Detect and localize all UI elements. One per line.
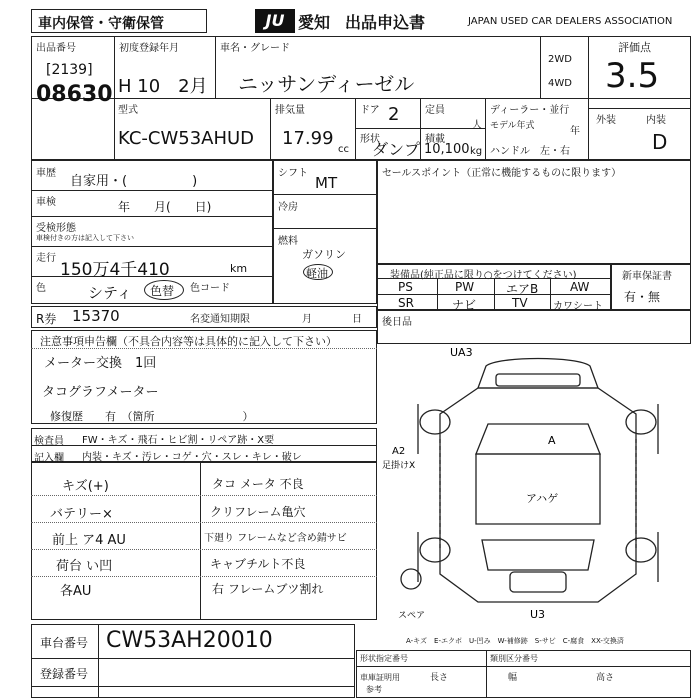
- displacement-label: 排気量: [275, 105, 305, 116]
- load-value: 10,100: [424, 142, 470, 157]
- storage-tag-box: [31, 9, 207, 33]
- color-value: シティ: [88, 284, 132, 302]
- doors-label: ドア: [360, 105, 380, 116]
- lot-number: 08630: [36, 82, 113, 107]
- ju-logo: [255, 9, 295, 33]
- damage-left-2: バテリー×: [50, 507, 113, 522]
- model-name: ニッサンディーゼル: [238, 72, 415, 96]
- diagram-note-peel: アハゲ: [526, 492, 559, 505]
- entry-label: 記入欄: [34, 453, 64, 464]
- drive-2wd: 2WD: [548, 54, 572, 65]
- damage-left-1: キズ(+): [62, 479, 109, 494]
- history-label: 車歴: [36, 168, 56, 179]
- damage-left-5: 各AU: [60, 584, 92, 599]
- model-year-label: モデル年式: [490, 121, 535, 131]
- class-label: 類別区分番号: [490, 654, 538, 663]
- color-label: 色: [36, 283, 46, 294]
- form-title: 出品申込書: [345, 13, 426, 32]
- assoc-en: JAPAN USED CAR DEALERS ASSOCIATION: [468, 16, 673, 27]
- exterior-label: 外装: [596, 115, 616, 126]
- equip-pw: PW: [455, 280, 475, 294]
- equip-aw: AW: [570, 280, 590, 294]
- inspector-label: 検査員: [34, 436, 64, 447]
- shape-value: ダンプ: [372, 140, 421, 159]
- model-grade-label: 車名・グレード: [220, 43, 290, 54]
- diagram-note-u3: U3: [530, 608, 546, 621]
- diagram-note-a: A: [548, 434, 556, 447]
- name-change-day: 日: [352, 314, 362, 325]
- rating-label: 評価点: [618, 41, 651, 54]
- history-value: 自家用・( ): [70, 174, 198, 189]
- height-label: 高さ: [596, 673, 615, 683]
- damage-legend: A-キズ E-エクボ U-凹み W-補修跡 S-サビ C-腐食 XX-交換済: [406, 637, 624, 645]
- inspection-label: 車検: [36, 197, 56, 208]
- notes-header: 注意事項申告欄（不具合内容等は具体的に記入して下さい）: [40, 335, 337, 348]
- storage-tag: 車内保管・守衛保管: [38, 16, 164, 32]
- first-reg-value: H 10 2月: [118, 76, 208, 97]
- logo-text: JU: [265, 11, 285, 30]
- fuel-value: ガソリン: [302, 248, 346, 261]
- diagram-note-spare: スペア: [398, 611, 426, 621]
- person-unit: 人: [472, 120, 482, 131]
- equipment-label: 装備品(純正品に限り○をつけてください): [390, 270, 577, 281]
- chassis-label: 車台番号: [40, 636, 89, 650]
- repair-history: 修復歴 有 （箇所 ）: [50, 410, 254, 423]
- lot-no-label: 出品番号: [36, 43, 76, 54]
- first-reg-label: 初度登録年月: [119, 43, 179, 54]
- equip-navi: ナビ: [452, 298, 477, 312]
- load-label: 積載: [425, 134, 445, 145]
- vehicle-diagram: [378, 344, 690, 624]
- note-line-1: メーター交換 1回: [44, 356, 157, 371]
- equip-sr: SR: [398, 296, 414, 310]
- damage-left-4: 荷台 い凹: [56, 559, 113, 574]
- damage-right-3: 下廻り フレームなど含め錆サビ: [204, 533, 347, 544]
- name-change-month: 月: [302, 314, 312, 325]
- mileage-label: 走行: [36, 253, 56, 264]
- equip-leather: カワシート: [553, 301, 603, 312]
- sales-point-label: セールスポイント（正常に機能するものに限ります）: [382, 168, 622, 179]
- km-unit: km: [230, 262, 248, 275]
- kg-unit: kg: [470, 146, 483, 157]
- cc-unit: cc: [338, 144, 349, 155]
- ref-label: 参考: [366, 685, 382, 694]
- check-row-1: FW・キズ・飛石・ヒビ割・リペア跡・X要: [82, 435, 275, 446]
- inspection-value: 年 月( 日): [118, 200, 212, 214]
- equip-ps: PS: [398, 280, 413, 294]
- reception-note: 車検付きの方は記入して下さい: [36, 234, 134, 242]
- lot-prefix: [2139]: [46, 62, 93, 78]
- drive-4wd: 4WD: [548, 78, 572, 89]
- cert-label: 車庫証明用: [360, 673, 400, 682]
- aircon-label: 冷房: [278, 202, 298, 213]
- damage-left-3: 前上 ア4 AU: [52, 533, 126, 548]
- mileage-value: 150万4千410: [60, 260, 170, 280]
- shift-value: MT: [315, 174, 338, 192]
- later-install-block: [377, 310, 691, 344]
- equip-tv: TV: [512, 296, 528, 310]
- shape-label: 形状: [360, 134, 380, 145]
- type-label: 型式: [118, 105, 138, 116]
- diagram-note-a2: A2: [392, 446, 406, 457]
- damage-right-2: クリフレーム亀穴: [210, 505, 306, 519]
- org-name: 愛知: [298, 13, 331, 32]
- damage-right-5: 右 フレームブツ割れ: [212, 582, 324, 596]
- name-change-label: 名変通知期限: [190, 314, 250, 325]
- shift-label: シフト: [278, 168, 308, 179]
- check-row-2: 内装・キズ・汚レ・コゲ・穴・スレ・キレ・破レ: [82, 452, 302, 463]
- recycle-value: 15370: [72, 307, 120, 325]
- reg-label: 登録番号: [40, 667, 89, 681]
- damage-right-1: タコ メータ 不良: [212, 477, 304, 491]
- recycle-label: R券: [36, 312, 57, 326]
- type-value: KC-CW53AHUD: [118, 128, 255, 149]
- damage-right-4: キャブチルト不良: [210, 557, 306, 571]
- displacement-value: 17.99: [282, 128, 334, 149]
- reception-label: 受検形態: [36, 223, 76, 234]
- width-label: 幅: [508, 673, 518, 683]
- chassis-value: CW53AH20010: [106, 628, 273, 653]
- diagram-note-step: 足掛けX: [382, 461, 416, 471]
- year-suffix: 年: [570, 126, 580, 137]
- interior-label: 内装: [646, 115, 666, 126]
- color-ring-text: 色替: [150, 284, 175, 298]
- dealer-label: ディーラー・並行: [490, 105, 570, 116]
- doors-value: 2: [388, 104, 400, 125]
- rating-value: 3.5: [605, 56, 660, 96]
- handle-label: ハンドル 左・右: [490, 146, 570, 157]
- length-label: 長さ: [430, 673, 449, 683]
- warranty-value: 有・無: [624, 290, 661, 304]
- note-line-2: タコグラフメーター: [42, 385, 159, 400]
- diagram-note-ua3: UA3: [450, 346, 473, 359]
- equip-airbag: エアB: [506, 282, 539, 296]
- shape-spec-label: 形状指定番号: [360, 654, 408, 663]
- capacity-label: 定員: [425, 105, 445, 116]
- interior-value: D: [652, 130, 668, 154]
- later-install-label: 後日品: [382, 317, 412, 328]
- color-code-label: 色コード: [190, 283, 230, 294]
- warranty-label: 新車保証書: [622, 271, 672, 282]
- fuel-light: 軽油: [306, 267, 328, 280]
- fuel-label: 燃料: [278, 236, 298, 247]
